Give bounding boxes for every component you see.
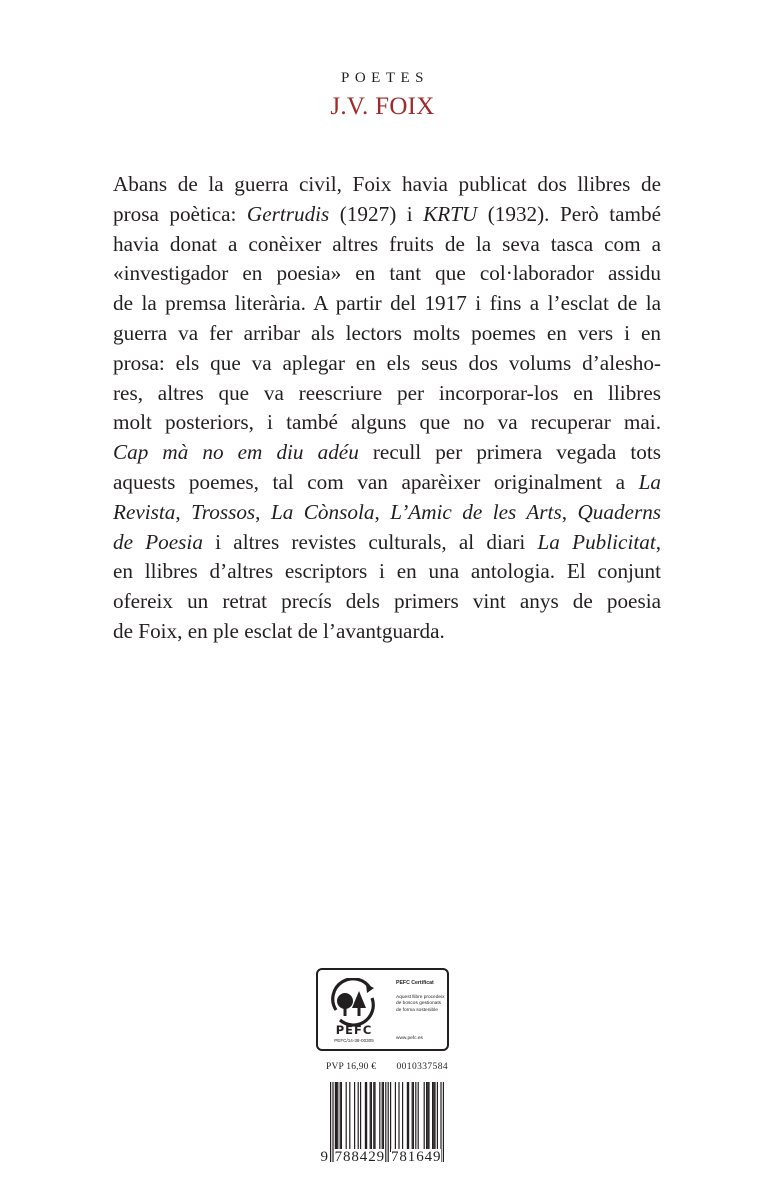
italic-title: KRTU (423, 201, 478, 226)
text-run: prosa poètica: (113, 201, 247, 226)
barcode-bar (407, 1082, 408, 1152)
pefc-title: PEFC Certificat (396, 980, 434, 986)
barcode-bar (383, 1082, 384, 1152)
text-run: Abans de la guerra civil, Foix havia publicat dos llibres de (113, 172, 661, 196)
barcode-bar (402, 1082, 403, 1152)
barcode-digit: 8 (351, 1149, 359, 1165)
barcode-digit: 2 (368, 1149, 376, 1165)
barcode-bar (349, 1082, 350, 1152)
barcode-bar (340, 1082, 341, 1152)
text-run: en llibres d’altres escriptors i en una antologia. El conjunt (113, 559, 661, 584)
blurb-line (113, 468, 661, 498)
blurb-line (113, 587, 661, 617)
barcode-digits (320, 1149, 452, 1167)
barcode-bar (428, 1082, 429, 1152)
barcode-bar (398, 1082, 399, 1152)
barcode-bar (418, 1082, 419, 1152)
text-run: molt posteriors, i també alguns que no va recuperar mai. (113, 410, 661, 435)
barcode-bar (395, 1082, 396, 1152)
italic-title: Gertrudis (246, 201, 330, 226)
text-run: i altres revistes culturals, al diari (202, 529, 538, 554)
blurb-line (113, 200, 661, 230)
text-run: , (255, 499, 271, 524)
barcode-bar (365, 1082, 366, 1152)
pefc-license-code: PEFC/14-38-00305 (334, 1038, 374, 1043)
barcode-bar (335, 1082, 336, 1152)
text-run: (1932). Però també (477, 201, 662, 226)
barcode-bar (413, 1082, 414, 1152)
barcode-bar (427, 1082, 428, 1152)
blurb-line (113, 438, 661, 468)
text-run: de la premsa literària. A partir del 1917 i fins a l’esclat de la (113, 291, 661, 316)
barcode-bar (415, 1082, 416, 1152)
italic-title: Revista (113, 499, 176, 524)
author-name: J.V. FOIX (330, 93, 435, 120)
pefc-certificate-box (316, 968, 449, 1051)
barcode-digit: 7 (391, 1149, 399, 1165)
italic-title: de Poesia (113, 529, 203, 554)
pefc-url: www.pefc.es (396, 1036, 423, 1041)
text-run: guerra va fer arribar als lectors molts poemes en vers i en (113, 320, 661, 345)
text-run: , (175, 499, 192, 524)
barcode-digit: 6 (416, 1149, 424, 1165)
text-run: , (561, 499, 578, 524)
barcode-digit: 1 (407, 1149, 416, 1165)
blurb-line (113, 170, 661, 200)
barcode-digit: 9 (320, 1149, 328, 1165)
pefc-description: Aquest llibre procedeix de boscos gestionats de forma sostenible (396, 995, 445, 1013)
blurb-text (113, 170, 661, 647)
text-run: , (374, 499, 391, 524)
barcode-bar (341, 1082, 342, 1152)
barcode-bar (370, 1082, 371, 1152)
barcode-bar (412, 1082, 413, 1152)
barcode-bar (424, 1082, 425, 1152)
blurb-line (113, 319, 661, 349)
barcode-bar (426, 1082, 427, 1152)
blurb-line (113, 498, 661, 528)
barcode-bar (408, 1082, 409, 1152)
pefc-logo-text: PEFC (335, 1023, 373, 1037)
barcode-bar (366, 1082, 367, 1152)
blurb-line (113, 408, 661, 438)
barcode-bar (336, 1082, 337, 1152)
text-run: havia donat a conèixer altres fruits de la seva tasca com a (113, 231, 661, 256)
isbn-barcode (320, 1080, 452, 1168)
barcode-bar (379, 1082, 380, 1152)
italic-title: La (638, 469, 661, 494)
barcode-digit: 9 (433, 1149, 441, 1165)
text-run: , (655, 529, 661, 554)
barcode-bar (358, 1082, 359, 1152)
barcode-digit: 4 (359, 1149, 368, 1165)
barcode-bar (390, 1082, 391, 1152)
barcode-digit: 4 (424, 1149, 433, 1165)
italic-title: Quaderns (577, 499, 662, 524)
barcode-bar (434, 1082, 435, 1152)
italic-title: Cap mà no em diu adéu (113, 440, 359, 465)
blurb-line (113, 349, 661, 379)
blurb-line (113, 528, 661, 558)
italic-title: Trossos (191, 499, 256, 524)
text-run: recull per primera vegada tots (358, 440, 661, 465)
barcode-digit: 9 (376, 1149, 385, 1165)
text-run: aquests poemes, tal com van aparèixer originalment a (113, 469, 639, 494)
italic-title: La Cònsola (270, 499, 375, 524)
blurb-line (113, 557, 661, 587)
text-run: «investigador en poesia» en tant que col·laborador assidu (113, 261, 661, 286)
barcode-bar (433, 1082, 434, 1152)
price-row (326, 1062, 448, 1076)
text-run: res, altres que va reescriure per incorporar-los en llibres (113, 380, 661, 405)
barcode-bar (374, 1082, 375, 1152)
barcode-bar (337, 1082, 338, 1152)
barcode-digit: 8 (343, 1149, 351, 1165)
pefc-tree-icon (326, 978, 382, 1028)
barcode-bar (373, 1082, 374, 1152)
blurb-line (113, 617, 661, 647)
text-run: (1927) i (329, 201, 424, 226)
barcode-bar (346, 1082, 347, 1152)
italic-title: L’Amic de les Arts (390, 499, 562, 524)
series-label: POETES (340, 70, 429, 86)
barcode-bar (371, 1082, 372, 1152)
text-run: de Foix, en ple esclat de l’avantguarda. (113, 618, 445, 643)
text-run: prosa: els que va aplegar en els seus dos volums d’alesho- (113, 350, 661, 375)
blurb-line (113, 379, 661, 409)
barcode-bar (432, 1082, 433, 1152)
barcode-bar (360, 1082, 361, 1152)
barcode-bar (437, 1082, 438, 1152)
barcode-bar (382, 1082, 383, 1152)
internal-code: 0010337584 (396, 1062, 448, 1072)
barcode-digit: 7 (334, 1149, 343, 1165)
price-label: PVP 16,90 € (326, 1062, 377, 1072)
barcode-bar (354, 1082, 355, 1152)
italic-title: La Publicitat (537, 529, 656, 554)
barcode-digit: 8 (399, 1149, 407, 1165)
text-run: ofereix un retrat precís dels primers vint anys de poesia (113, 589, 661, 614)
blurb-line (113, 289, 661, 319)
blurb-line (113, 230, 661, 260)
blurb-line (113, 259, 661, 289)
